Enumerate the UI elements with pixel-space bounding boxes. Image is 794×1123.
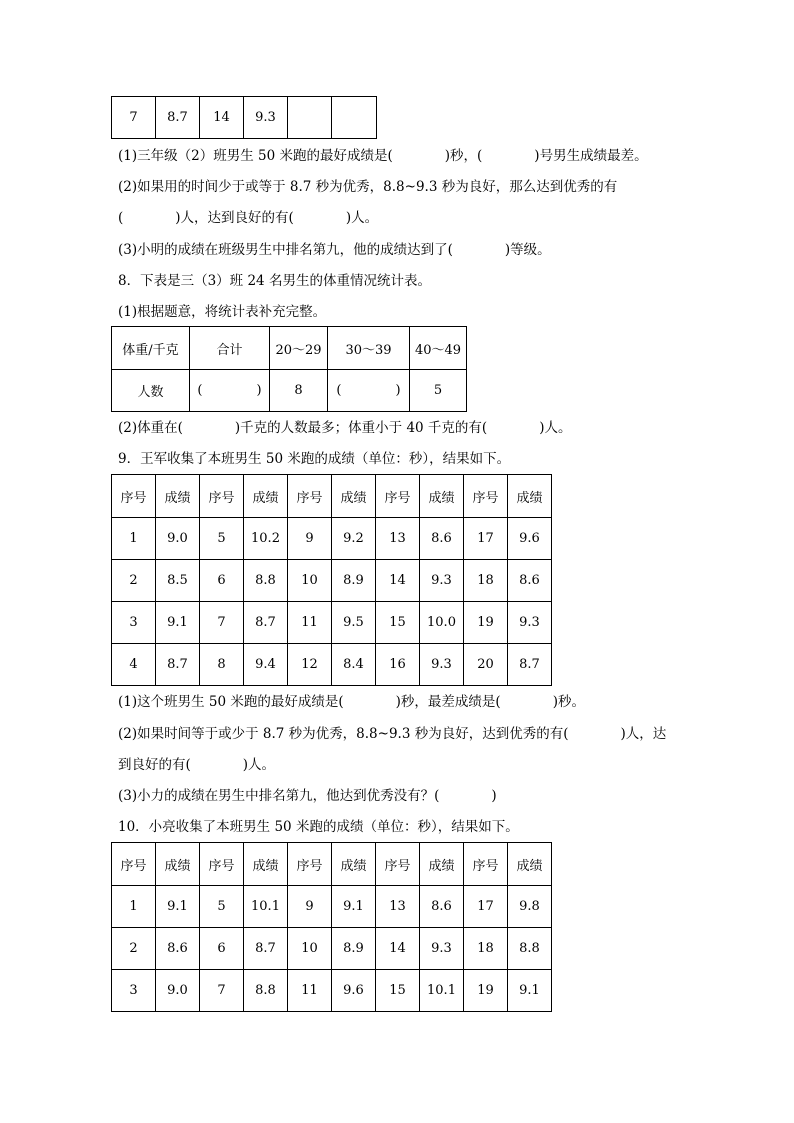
table-cell: 20 xyxy=(464,644,508,686)
table-cell: 9.1 xyxy=(156,886,200,928)
q7-part2-line2 xyxy=(118,209,378,227)
header-cell: 成绩 xyxy=(156,475,200,518)
header-cell: 成绩 xyxy=(332,843,376,886)
table-cell: 8.7 xyxy=(156,644,200,686)
header-cell: 序号 xyxy=(288,475,332,518)
table-cell: 17 xyxy=(464,518,508,560)
table-cell: 8.6 xyxy=(508,560,552,602)
header-cell: 序号 xyxy=(288,843,332,886)
table-cell: 3 xyxy=(112,970,156,1012)
text: )人。 xyxy=(345,210,379,226)
table-cell: 9.6 xyxy=(332,970,376,1012)
table-header-row xyxy=(112,475,552,518)
header-cell: 序号 xyxy=(200,843,244,886)
table-cell: 9.3 xyxy=(508,602,552,644)
header-cell: 30～39 xyxy=(328,327,410,370)
table-cell: 7 xyxy=(200,602,244,644)
table-cell: 8.4 xyxy=(332,644,376,686)
header-cell: 成绩 xyxy=(244,475,288,518)
table-cell xyxy=(332,97,377,139)
table-row xyxy=(112,644,552,686)
text: )人。 xyxy=(539,420,572,436)
table-cell: 8.6 xyxy=(420,518,464,560)
blank-cell: ( ) xyxy=(190,370,270,412)
header-cell: 成绩 xyxy=(420,843,464,886)
header-cell: 20～29 xyxy=(270,327,328,370)
header-cell: 成绩 xyxy=(508,475,552,518)
table-cell: 9.2 xyxy=(332,518,376,560)
row-label: 人数 xyxy=(112,370,190,412)
table-cell: 19 xyxy=(464,602,508,644)
table-cell: 1 xyxy=(112,518,156,560)
table-cell: 9.1 xyxy=(508,970,552,1012)
q7-part1 xyxy=(118,147,648,165)
q9-part1 xyxy=(118,693,585,711)
table-cell: 9.3 xyxy=(420,560,464,602)
table-cell: 8.8 xyxy=(508,928,552,970)
table-cell: 13 xyxy=(376,886,420,928)
header-cell: 序号 xyxy=(376,475,420,518)
text: )人，达 xyxy=(620,726,667,742)
header-cell: 成绩 xyxy=(508,843,552,886)
blank-cell: ( ) xyxy=(328,370,410,412)
text: )秒。 xyxy=(552,694,585,710)
q10-score-table xyxy=(111,842,552,1012)
table-cell: 9.3 xyxy=(244,97,288,139)
text: (1)这个班男生 50 米跑的最好成绩是( xyxy=(118,694,344,710)
table-cell: 9.8 xyxy=(508,886,552,928)
table-cell: 2 xyxy=(112,928,156,970)
header-cell: 合计 xyxy=(190,327,270,370)
header-cell: 序号 xyxy=(464,843,508,886)
table-cell: 9 xyxy=(288,886,332,928)
table-row xyxy=(112,886,552,928)
text: (2)体重在( xyxy=(118,420,183,436)
table-cell: 14 xyxy=(376,928,420,970)
table-cell: 9.1 xyxy=(156,602,200,644)
text: )等级。 xyxy=(504,242,551,258)
table-cell: 5 xyxy=(200,886,244,928)
table-cell: 7 xyxy=(200,970,244,1012)
table-cell: 9.0 xyxy=(156,970,200,1012)
table-cell: 9.0 xyxy=(156,518,200,560)
table-cell: 8.5 xyxy=(156,560,200,602)
table-cell: 8.6 xyxy=(420,886,464,928)
table-cell: 8.9 xyxy=(332,560,376,602)
header-cell: 序号 xyxy=(200,475,244,518)
table-cell: 8.9 xyxy=(332,928,376,970)
q9-part2-line1 xyxy=(118,725,666,743)
text: )人。 xyxy=(242,757,276,773)
weight-table xyxy=(111,326,467,412)
table-cell: 9 xyxy=(288,518,332,560)
table-cell: 8.7 xyxy=(156,97,200,139)
table-cell: 9.3 xyxy=(420,644,464,686)
table-cell: 10 xyxy=(288,928,332,970)
table-cell: 8.7 xyxy=(244,928,288,970)
table-cell: 11 xyxy=(288,970,332,1012)
table-row xyxy=(112,370,467,412)
text: (3)小明的成绩在班级男生中排名第九，他的成绩达到了( xyxy=(118,242,453,258)
text: 到良好的有( xyxy=(118,757,191,773)
table-cell xyxy=(288,97,332,139)
table-cell: 5 xyxy=(410,370,467,412)
table-cell: 18 xyxy=(464,560,508,602)
table-row xyxy=(112,928,552,970)
table-row xyxy=(112,970,552,1012)
header-cell: 成绩 xyxy=(420,475,464,518)
table-cell: 15 xyxy=(376,602,420,644)
table-cell: 12 xyxy=(288,644,332,686)
q9-part2-line2 xyxy=(118,756,275,774)
table-cell: 9.5 xyxy=(332,602,376,644)
table-cell: 11 xyxy=(288,602,332,644)
q8-title: 8．下表是三（3）班 24 名男生的体重情况统计表。 xyxy=(118,273,431,289)
table-cell: 3 xyxy=(112,602,156,644)
table-cell: 7 xyxy=(112,97,156,139)
table-cell: 2 xyxy=(112,560,156,602)
q8-part1: (1)根据题意，将统计表补充完整。 xyxy=(118,304,327,320)
table-header-row xyxy=(112,843,552,886)
top-score-table xyxy=(111,96,377,139)
table-cell: 18 xyxy=(464,928,508,970)
q9-title: 9．王军收集了本班男生 50 米跑的成绩（单位：秒），结果如下。 xyxy=(118,451,511,467)
header-cell: 序号 xyxy=(112,475,156,518)
table-cell: 8.8 xyxy=(244,970,288,1012)
table-cell: 10.0 xyxy=(420,602,464,644)
table-cell: 17 xyxy=(464,886,508,928)
text: )秒，( xyxy=(444,148,483,164)
header-cell: 成绩 xyxy=(156,843,200,886)
text: ( xyxy=(118,210,124,226)
table-cell: 10.1 xyxy=(420,970,464,1012)
text: )人，达到良好的有( xyxy=(175,210,294,226)
table-cell: 10.2 xyxy=(244,518,288,560)
q9-score-table xyxy=(111,474,552,686)
table-cell: 1 xyxy=(112,886,156,928)
text: )号男生成绩最差。 xyxy=(534,148,648,164)
header-cell: 序号 xyxy=(376,843,420,886)
text: )千克的人数最多；体重小于 40 千克的有( xyxy=(234,420,488,436)
table-cell: 8.6 xyxy=(156,928,200,970)
table-cell: 8 xyxy=(200,644,244,686)
table-cell: 15 xyxy=(376,970,420,1012)
table-cell: 14 xyxy=(200,97,244,139)
table-cell: 14 xyxy=(376,560,420,602)
table-cell: 6 xyxy=(200,928,244,970)
table-cell: 8.7 xyxy=(508,644,552,686)
table-cell: 13 xyxy=(376,518,420,560)
table-row xyxy=(112,518,552,560)
header-cell: 体重/千克 xyxy=(112,327,190,370)
table-cell: 8 xyxy=(270,370,328,412)
table-cell: 10 xyxy=(288,560,332,602)
table-row xyxy=(112,97,377,139)
text: (1)三年级（2）班男生 50 米跑的最好成绩是( xyxy=(118,148,393,164)
header-cell: 序号 xyxy=(112,843,156,886)
q7-part3 xyxy=(118,241,551,259)
table-cell: 10.1 xyxy=(244,886,288,928)
header-cell: 序号 xyxy=(464,475,508,518)
table-cell: 8.8 xyxy=(244,560,288,602)
table-cell: 16 xyxy=(376,644,420,686)
table-cell: 9.6 xyxy=(508,518,552,560)
table-cell: 5 xyxy=(200,518,244,560)
header-cell: 成绩 xyxy=(332,475,376,518)
text: (2)如果时间等于或少于 8.7 秒为优秀，8.8~9.3 秒为良好，达到优秀的有( xyxy=(118,726,569,742)
table-cell: 4 xyxy=(112,644,156,686)
table-cell: 9.1 xyxy=(332,886,376,928)
table-cell: 9.4 xyxy=(244,644,288,686)
header-cell: 40～49 xyxy=(410,327,467,370)
table-cell: 19 xyxy=(464,970,508,1012)
table-cell: 6 xyxy=(200,560,244,602)
text: )秒，最差成绩是( xyxy=(395,694,501,710)
table-cell: 8.7 xyxy=(244,602,288,644)
table-cell: 9.3 xyxy=(420,928,464,970)
q10-title: 10．小亮收集了本班男生 50 米跑的成绩（单位：秒），结果如下。 xyxy=(118,819,519,835)
table-row xyxy=(112,602,552,644)
q9-part3 xyxy=(118,787,497,805)
text: ) xyxy=(491,788,497,804)
table-header-row xyxy=(112,327,467,370)
table-row xyxy=(112,560,552,602)
q7-part2-line1: (2)如果用的时间少于或等于 8.7 秒为优秀，8.8~9.3 秒为良好，那么达到优秀的有 xyxy=(118,179,618,195)
header-cell: 成绩 xyxy=(244,843,288,886)
text: (3)小力的成绩在男生中排名第九，他达到优秀没有？( xyxy=(118,788,440,804)
q8-part2 xyxy=(118,419,571,437)
